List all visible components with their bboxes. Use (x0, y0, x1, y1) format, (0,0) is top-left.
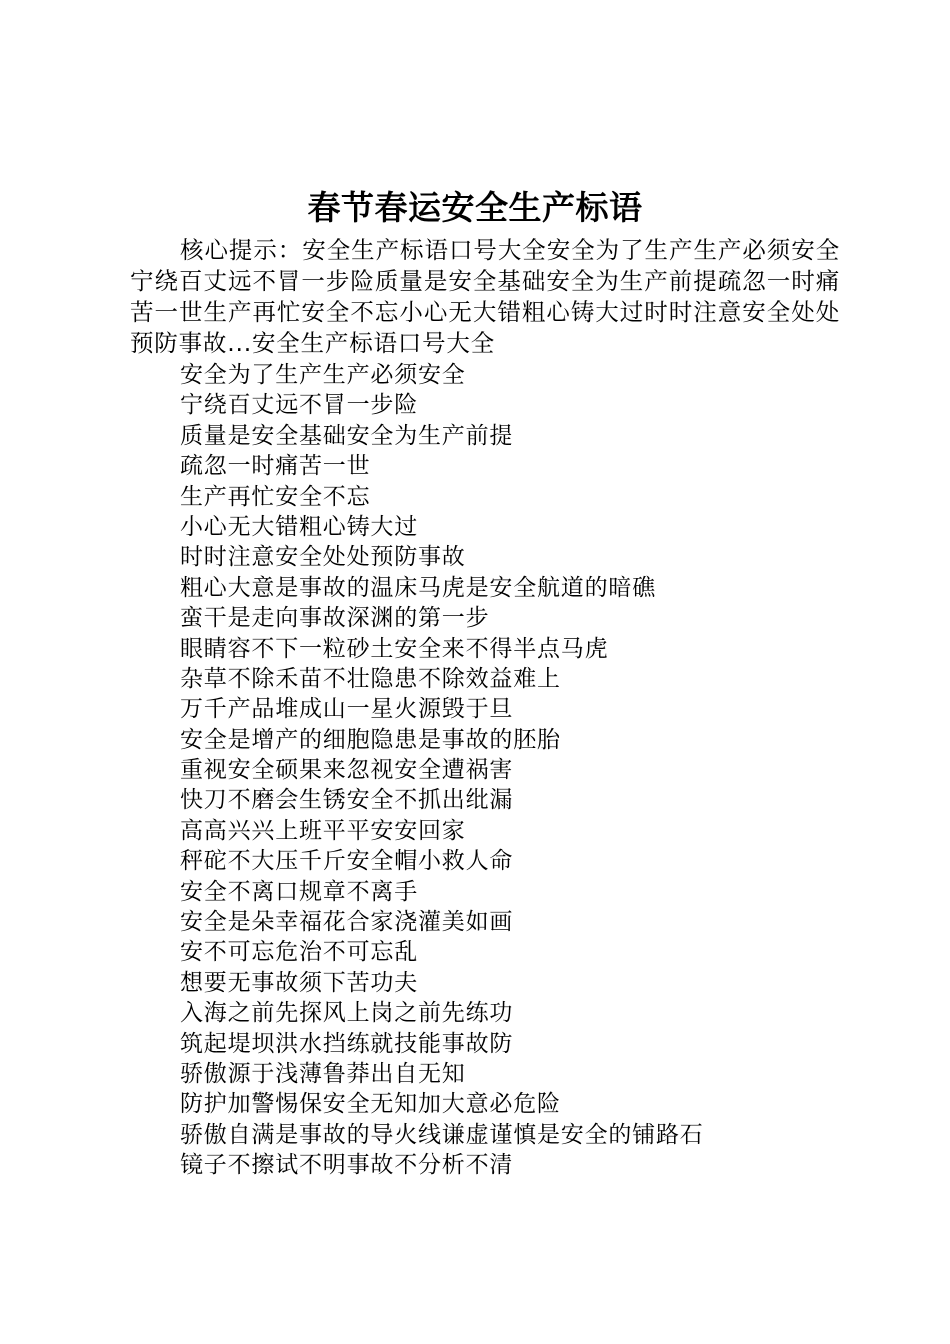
slogan-line: 粗心大意是事故的温床马虎是安全航道的暗礁 (180, 574, 656, 601)
slogan-line: 安全是增产的细胞隐患是事故的胚胎 (180, 726, 561, 753)
slogan-line: 骄傲自满是事故的导火线谦虚谨慎是安全的铺路石 (180, 1121, 704, 1148)
slogan-line: 眼睛容不下一粒砂土安全来不得半点马虎 (180, 635, 609, 662)
slogan-line: 骄傲源于浅薄鲁莽出自无知 (180, 1060, 466, 1087)
slogan-line: 筑起堤坝洪水挡练就技能事故防 (180, 1030, 514, 1057)
slogan-line: 快刀不磨会生锈安全不抓出纰漏 (180, 787, 514, 814)
slogan-line: 小心无大错粗心铸大过 (180, 513, 418, 540)
slogan-line: 时时注意安全处处预防事故 (180, 544, 466, 571)
slogan-line: 安全不离口规章不离手 (180, 878, 418, 905)
slogan-line: 安全是朵幸福花合家浇灌美如画 (180, 909, 514, 936)
slogan-line: 入海之前先探风上岗之前先练功 (180, 1000, 514, 1027)
intro-paragraph: 核心提示：安全生产标语口号大全安全为了生产生产必须安全宁绕百丈远不冒一步险质量是安全基础安全为生产前提疏忽一时痛苦一世生产再忙安全不忘小心无大错粗心铸大过时时注意安全处处预防事故...安全生产标语口号大全 (130, 236, 840, 357)
slogan-line: 疏忽一时痛苦一世 (180, 453, 371, 480)
slogan-line: 杂草不除禾苗不壮隐患不除效益难上 (180, 665, 561, 692)
slogan-line: 防护加警惕保安全无知加大意必危险 (180, 1091, 561, 1118)
slogan-line: 秤砣不大压千斤安全帽小救人命 (180, 848, 514, 875)
slogan-line: 想要无事故须下苦功夫 (180, 969, 418, 996)
slogan-line: 重视安全硕果来忽视安全遭祸害 (180, 757, 514, 784)
document-title: 春节春运安全生产标语 (307, 188, 643, 227)
slogan-line: 高高兴兴上班平平安安回家 (180, 817, 466, 844)
slogan-line: 安不可忘危治不可忘乱 (180, 939, 418, 966)
slogan-line: 镜子不擦试不明事故不分析不清 (180, 1152, 514, 1179)
slogan-list (180, 360, 840, 1181)
slogan-line: 生产再忙安全不忘 (180, 483, 371, 510)
slogan-line: 质量是安全基础安全为生产前提 (180, 422, 514, 449)
slogan-line: 宁绕百丈远不冒一步险 (180, 392, 418, 419)
slogan-line: 安全为了生产生产必须安全 (180, 362, 466, 388)
slogan-line: 万千产品堆成山一星火源毁于旦 (180, 696, 514, 723)
slogan-line: 蛮干是走向事故深渊的第一步 (180, 605, 490, 632)
